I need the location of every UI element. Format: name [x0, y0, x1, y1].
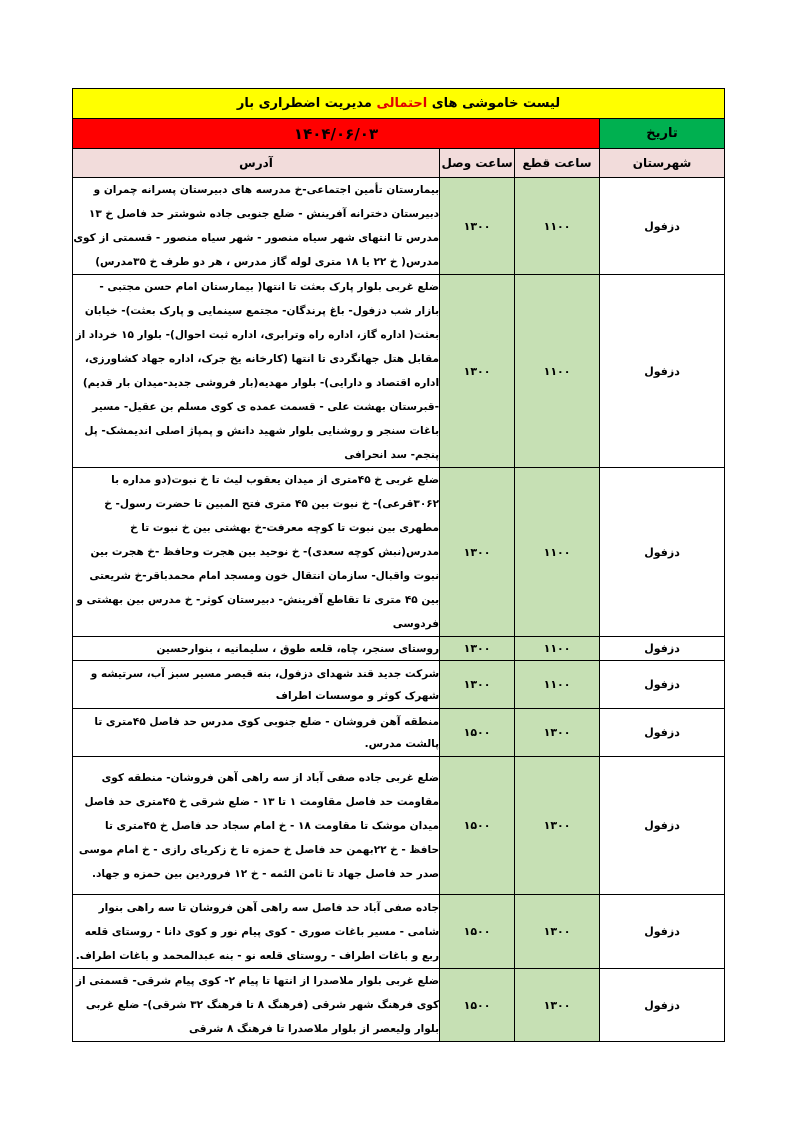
table-title	[73, 89, 725, 119]
column-header-cut-time: ساعت قطع	[515, 149, 600, 178]
city-cell: دزفول	[600, 637, 725, 661]
date-value: ۱۴۰۴/۰۶/۰۳	[73, 119, 600, 149]
connect-time-cell: ۱۵۰۰	[440, 895, 515, 969]
table-row	[73, 661, 725, 709]
table-row	[73, 709, 725, 757]
city-cell: دزفول	[600, 895, 725, 969]
title-part1: لیست خاموشی های	[431, 96, 561, 111]
city-cell: دزفول	[600, 969, 725, 1042]
cut-time-cell: ۱۳۰۰	[515, 969, 600, 1042]
city-cell: دزفول	[600, 275, 725, 468]
connect-time-cell: ۱۳۰۰	[440, 178, 515, 275]
connect-time-cell: ۱۵۰۰	[440, 969, 515, 1042]
table-row	[73, 178, 725, 275]
address-cell: ضلع غربی خ ۴۵متری از میدان یعقوب لیث تا خ نبوت(دو مداره با ۳۰۶۲قرعی)- خ نبوت بین ۴۵ متری فتح المبین تا حضرت رسول- خ مطهری بین نبوت تا کوچه معرفت-خ بهشتی بین خ نبوت تا خ مدرس(نبش کوچه سعدی)- خ نوحید بین هجرت وحافظ -خ هجرت بین نبوت واقبال- سازمان انتقال خون ومسجد امام محمدباقر-خ شریعتی بین ۴۵ متری تا تقاطع آفرینش- دبیرستان کوثر- خ مدرس بین بهشتی و فردوسی	[73, 468, 440, 637]
cut-time-cell: ۱۱۰۰	[515, 468, 600, 637]
city-cell: دزفول	[600, 709, 725, 757]
connect-time-cell: ۱۵۰۰	[440, 709, 515, 757]
cut-time-cell: ۱۱۰۰	[515, 661, 600, 709]
connect-time-cell: ۱۳۰۰	[440, 661, 515, 709]
city-cell: دزفول	[600, 178, 725, 275]
cut-time-cell: ۱۳۰۰	[515, 709, 600, 757]
table-row	[73, 895, 725, 969]
table-row	[73, 757, 725, 895]
cut-time-cell: ۱۳۰۰	[515, 895, 600, 969]
column-header-connect-time: ساعت وصل	[440, 149, 515, 178]
table-row	[73, 969, 725, 1042]
address-cell: جاده صفی آباد حد فاصل سه راهی آهن فروشان تا سه راهی بنوار شامی - مسیر باغات صوری - کوی پیام نور و کوی دانا - روستای قلعه ربع و باغات اطراف - روستای قلعه نو - بنه عبدالمحمد و باغات اطراف.	[73, 895, 440, 969]
date-row	[73, 119, 725, 149]
connect-time-cell: ۱۳۰۰	[440, 637, 515, 661]
connect-time-cell: ۱۳۰۰	[440, 468, 515, 637]
address-cell: روستای سنجر، چاه، قلعه طوق ، سلیمانیه ، بنوارحسین	[73, 637, 440, 661]
cut-time-cell: ۱۱۰۰	[515, 275, 600, 468]
address-cell: منطقه آهن فروشان - ضلع جنوبی کوی مدرس حد فاصل ۴۵متری تا پالشت مدرس.	[73, 709, 440, 757]
address-cell: شرکت جدید قند شهدای دزفول، بنه قیصر مسیر سبز آب، سرتیشه و شهرک کوثر و موسسات اطراف	[73, 661, 440, 709]
title-part2: مدیریت اضطراری بار	[236, 96, 372, 111]
connect-time-cell: ۱۳۰۰	[440, 275, 515, 468]
table-row	[73, 637, 725, 661]
cut-time-cell: ۱۱۰۰	[515, 178, 600, 275]
title-row	[73, 89, 725, 119]
city-cell: دزفول	[600, 757, 725, 895]
cut-time-cell: ۱۳۰۰	[515, 757, 600, 895]
header-row	[73, 149, 725, 178]
table-row	[73, 275, 725, 468]
column-header-address: آدرس	[73, 149, 440, 178]
city-cell: دزفول	[600, 468, 725, 637]
outage-schedule-table	[72, 88, 725, 1042]
column-header-city: شهرستان	[600, 149, 725, 178]
address-cell: ضلع غربی بلوار ملاصدرا از انتها تا پیام ۲- کوی پیام شرقی- قسمتی از کوی فرهنگ شهر شرقی (فرهنگ ۸ تا فرهنگ ۳۲ شرقی)- ضلع غربی بلوار ولیعصر از بلوار ملاصدرا تا فرهنگ ۸ شرقی	[73, 969, 440, 1042]
cut-time-cell: ۱۱۰۰	[515, 637, 600, 661]
address-cell: بیمارستان تأمین اجتماعی-خ مدرسه های دبیرستان پسرانه چمران و دبیرستان دخترانه آفرینش - ضلع جنوبی جاده شوشتر حد فاصل خ ۱۳ مدرس تا انتهای شهر سیاه منصور - شهر سیاه منصور - قسمتی از کوی مدرس( خ ۲۲ یا ۱۸ متری لوله گاز مدرس ، هر دو طرف خ ۳۵مدرس)	[73, 178, 440, 275]
address-cell: ضلع غربی جاده صفی آباد از سه راهی آهن فروشان- منطقه کوی مقاومت حد فاصل مقاومت ۱ تا ۱۳ - ضلع شرقی خ ۴۵متری حد فاصل میدان موشک تا مقاومت ۱۸ - خ امام سجاد حد فاصل خ ۴۵متری تا حافظ - خ ۲۲بهمن حد فاصل خ حمزه تا خ زکریای رازی - خ امام موسی صدر حد فاصل جهاد تا ثامن الئمه - خ ۱۲ فروردین بین حمزه و جهاد.	[73, 757, 440, 895]
city-cell: دزفول	[600, 661, 725, 709]
title-highlight: احتمالی	[376, 96, 428, 111]
connect-time-cell: ۱۵۰۰	[440, 757, 515, 895]
table-row	[73, 468, 725, 637]
address-cell: ضلع غربی بلوار پارک بعثت تا انتها( بیمارستان امام حسن مجتبی - بازار شب دزفول- باغ پرندگان- مجتمع سینمایی و پارک بعثت)- خیابان بعثت( اداره گاز، اداره راه وترابری، اداره ثبت احوال)- بلوار ۱۵ خرداد از مقابل هتل جهانگردی تا انتها (کارخانه یخ جرک، اداره جهاد کشاورزی، اداره اقتصاد و دارایی)- بلوار مهدیه(بار فروشی جدید-میدان بار قدیم) -قبرستان بهشت علی - قسمت عمده ی کوی مسلم بن عقیل- مسیر باغات سنجر و روشنایی بلوار شهید دانش و پمپاژ اصلی اندیمشک- پل پنجم- سد انحرافی	[73, 275, 440, 468]
date-label: تاریخ	[600, 119, 725, 149]
